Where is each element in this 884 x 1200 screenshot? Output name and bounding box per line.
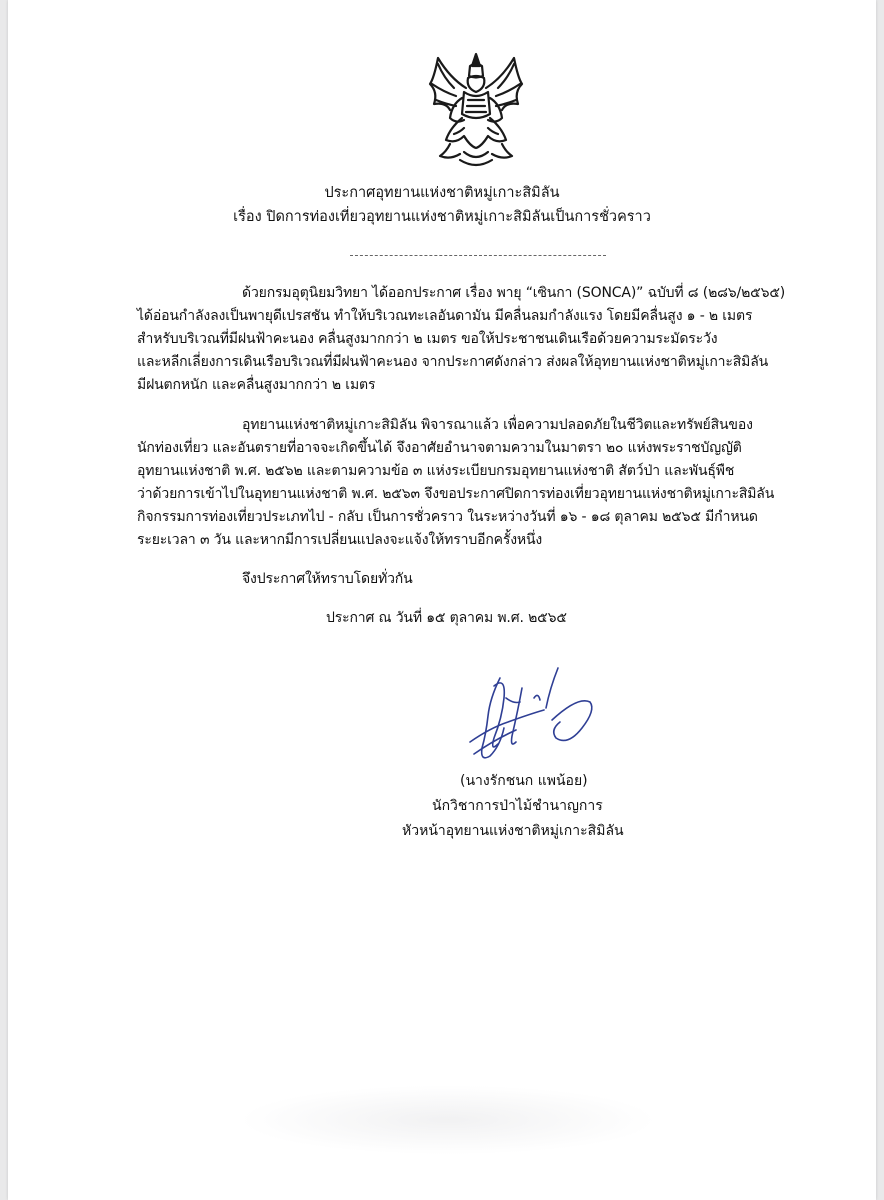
signer-position: นักวิชาการป่าไม้ชำนาญการ: [432, 798, 603, 814]
closing-statement: จึงประกาศให้ทราบโดยทั่วกัน: [242, 571, 413, 587]
document-page: [8, 0, 876, 1200]
paragraph-1-line: ด้วยกรมอุตุนิยมวิทยา ได้ออกประกาศ เรื่อง พายุ “เซินกา (SONCA)” ฉบับที่ ๘ (๒๘๖/๒๕๖๕): [242, 285, 786, 301]
announcement-subject: เรื่อง ปิดการท่องเที่ยวอุทยานแห่งชาติหมู่เกาะสิมิลันเป็นการชั่วคราว: [233, 209, 651, 225]
signature-image: [460, 658, 600, 770]
paragraph-2-line: ระยะเวลา ๓ วัน และหากมีการเปลี่ยนแปลงจะแจ้งให้ทราบอีกครั้งหนึ่ง: [137, 532, 543, 548]
signer-name: (นางรักชนก แพน้อย): [460, 773, 588, 789]
paper-smudge: [238, 1085, 658, 1155]
paragraph-2-line: ว่าด้วยการเข้าไปในอุทยานแห่งชาติ พ.ศ. ๒๕๖๓ จึงขอประกาศปิดการท่องเที่ยวอุทยานแห่งชาติหมู่เกาะสิมิลัน: [137, 486, 775, 502]
paragraph-2-line: อุทยานแห่งชาติหมู่เกาะสิมิลัน พิจารณาแล้ว เพื่อความปลอดภัยในชีวิตและทรัพย์สินของ: [242, 417, 753, 433]
paragraph-2-line: นักท่องเที่ยว และอันตรายที่อาจจะเกิดขึ้นได้ จึงอาศัยอำนาจตามความในมาตรา ๒๐ แห่งพระราชบัญญัติ: [137, 440, 742, 456]
paragraph-1-line: และหลีกเลี่ยงการเดินเรือบริเวณที่มีฝนฟ้าคะนอง จากประกาศดังกล่าว ส่งผลให้อุทยานแห่งชาติหมู่เกาะสิมิลัน: [137, 354, 769, 370]
paragraph-1-line: สำหรับบริเวณที่มีฝนฟ้าคะนอง คลื่นสูงมากกว่า ๒ เมตร ขอให้ประชาชนเดินเรือด้วยความระมัดระวัง: [137, 331, 718, 347]
announcement-title: ประกาศอุทยานแห่งชาติหมู่เกาะสิมิลัน: [324, 185, 560, 201]
garuda-emblem-icon: [420, 48, 532, 172]
heading-divider: [350, 255, 606, 256]
paragraph-2-line: อุทยานแห่งชาติ พ.ศ. ๒๕๖๒ และตามความข้อ ๓ แห่งระเบียบกรมอุทยานแห่งชาติ สัตว์ป่า และพันธุ์พืช: [137, 463, 735, 479]
paragraph-2-line: กิจกรรมการท่องเที่ยวประเภทไป - กลับ เป็นการชั่วคราว ในระหว่างวันที่ ๑๖ - ๑๘ ตุลาคม ๒๕๖๕ มีกำหนด: [137, 509, 758, 525]
paragraph-1-line: ได้อ่อนกำลังลงเป็นพายุดีเปรสชัน ทำให้บริเวณทะเลอันดามัน มีคลื่นลมกำลังแรง โดยมีคลื่นสูง ๑ - ๒ เมตร: [137, 308, 753, 324]
paragraph-1-line: มีฝนตกหนัก และคลื่นสูงมากกว่า ๒ เมตร: [137, 377, 376, 393]
announcement-date: ประกาศ ณ วันที่ ๑๕ ตุลาคม พ.ศ. ๒๕๖๕: [326, 610, 567, 626]
signer-office: หัวหน้าอุทยานแห่งชาติหมู่เกาะสิมิลัน: [402, 823, 624, 839]
